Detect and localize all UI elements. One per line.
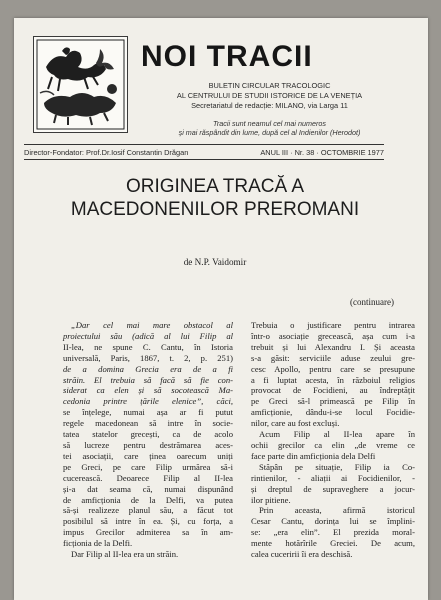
text-line: Acum Filip al II-lea apare în xyxy=(259,429,415,440)
text-line: siderat ca elen și să socotească Ma- xyxy=(63,385,233,396)
text-line: universală, Paris, 1867, t. 2, p. 251) xyxy=(63,352,233,363)
text-line: ochii grecilor ca elin „de vreme ce xyxy=(251,439,415,450)
text-line: străin. El trebuia să facă să fie con- xyxy=(63,374,233,385)
text-line: cedonia printre țările elenice”, căci, xyxy=(63,396,233,407)
masthead-motto-2: și mai răspândit din lume, după cel al Indienilor (Herodot) xyxy=(178,128,361,137)
text-line: proiectului său (adică al lui Filip al xyxy=(63,330,233,341)
text-line: se înțelege, numai așa ar fi putut xyxy=(63,407,233,418)
newsletter-title: NOI TRACII xyxy=(141,40,313,73)
text-line: face parte din amficționia dela Delfi xyxy=(251,450,376,461)
text-line: Dar Filip al II-lea era un străin. xyxy=(71,549,179,560)
text-line: tei asociații, care ținea oarecum uniți xyxy=(63,450,233,461)
text-line: Trebuia o justificare pentru intrarea xyxy=(251,320,415,330)
text-line: Stăpân pe situație, Filip ia Co- xyxy=(259,461,415,472)
text-line: într-o asociație grecească, așa cum i-a xyxy=(251,330,415,341)
text-line: provocat de Focidieni, au îndreptățit xyxy=(251,385,415,396)
text-line: pe Greci să-l primească pe Filip în xyxy=(251,396,415,407)
thracian-relief-illustration xyxy=(34,37,127,132)
divider-top xyxy=(24,144,384,145)
article-column-right xyxy=(251,320,415,560)
text-line: posibilul să intre în ea. Și, cu forța, a xyxy=(63,516,233,527)
text-line: ficționia de la Delfi. xyxy=(63,538,133,549)
text-line: Prin aceasta, afirmă istoricul xyxy=(259,505,415,516)
masthead-subtitle-2: AL CENTRULUI DE STUDII ISTORICE DE LA VENEȚIA xyxy=(176,91,363,100)
text-line: mente hotărîrile Greciei. De acum, xyxy=(251,538,415,549)
text-line: ilor pitiene. xyxy=(251,494,291,505)
text-line: cucerească. Deoarece Filip al II-lea xyxy=(63,472,233,483)
article-title-line-1: ORIGINEA TRACĂ A xyxy=(125,176,305,197)
text-line: tatea statelor grecești, ca de acolo xyxy=(63,429,233,440)
text-line: și dreptul de supraveghere a jocur- xyxy=(251,483,415,494)
text-line: s-a găsit: serviciile aduse zeului gre- xyxy=(251,352,415,363)
text-line: de a domina Grecia era de a fi xyxy=(63,363,233,374)
text-line: amficționie, dându-i-se locul Focidie- xyxy=(251,407,415,418)
text-line: nilor, care au fost excluși. xyxy=(251,418,340,429)
masthead-motto-1: Tracii sunt neamul cel mai numeros xyxy=(213,119,326,128)
text-line: impus Grecilor admiterea sa în am- xyxy=(63,527,233,538)
continued-label: (continuare) xyxy=(350,297,394,307)
newsletter-page xyxy=(14,18,428,600)
text-line: a fi luptat acesta, în războiul religios xyxy=(251,374,415,385)
text-line: calea cuceririi îi era deschisă. xyxy=(251,549,353,560)
text-line: să lucreze pentru destrămarea aces- xyxy=(63,439,233,450)
article-title-line-2: MACEDONENILOR PREROMANI xyxy=(70,199,360,220)
text-line: Cesar Cantu, dorința lui se împlini- xyxy=(251,516,415,527)
article-byline: de N.P. Vaidomir xyxy=(183,257,247,267)
masthead-address: Secretariatul de redacție: MILANO, via Larga 11 xyxy=(191,101,348,110)
text-line: de amficționia de la Delfi, va putea xyxy=(63,494,233,505)
masthead-emblem-image xyxy=(33,36,128,133)
director-credit: Director-Fondator: Prof.Dr.Iosif Constantin Drăgan xyxy=(24,148,189,157)
text-line: rintienilor, - aliații ai Focidienilor, - xyxy=(251,472,415,483)
article-column-left xyxy=(63,320,233,560)
text-line: și-a dat seama că, numai dispunând xyxy=(63,483,233,494)
text-line: cesc Apollo, pentru care se presupune xyxy=(251,363,415,374)
text-line: regele macedonean să intre în socie- xyxy=(63,418,233,429)
text-line: II-lea, ne spune C. Cantu, în Istoria xyxy=(63,341,233,352)
text-line: trebuit și lui Alexandru I. Și aceasta xyxy=(251,341,415,352)
text-line: se: „era elin”. El prezida moral- xyxy=(251,527,415,538)
text-line: să-și realizeze planul său, a făcut tot xyxy=(63,505,233,516)
divider-bottom xyxy=(24,159,384,160)
masthead-subtitle-1: BULETIN CIRCULAR TRACOLOGIC xyxy=(208,81,331,90)
text-line: „Dar cel mai mare obstacol al xyxy=(71,320,233,330)
issue-number: ANUL III · Nr. 38 · OCTOMBRIE 1977 xyxy=(260,148,384,157)
text-line: pe Greci, pe care Filip urmărea să-i xyxy=(63,461,233,472)
